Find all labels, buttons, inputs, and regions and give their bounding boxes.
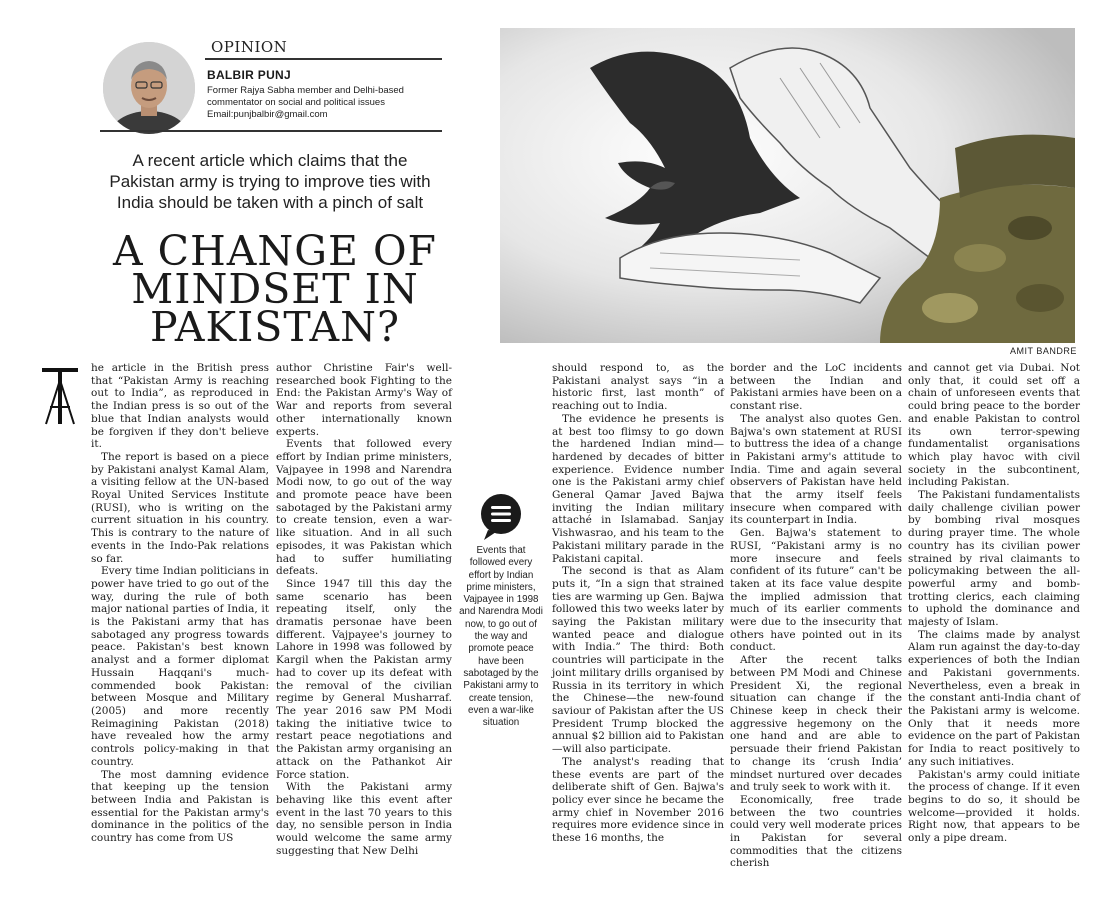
pull-quote: Events that followed every effort by Indian prime ministers, Vajpayee in 1998 and Narendra Modi now, to go out of the way and promote peace have been sabotaged by the Pakistani army to create tension, even a war-like situation (459, 545, 543, 729)
paragraph: After the recent talks between PM Modi and Chinese President Xi, the regional situation can change if the Chinese keep in check their aggressive hegemony on the one hand and are able to persuade their friend Pakistan to change its ‘crush India’ mindset nurtured over decades and truly seek to work with it. (730, 654, 902, 794)
paragraph: and cannot get via Dubai. Not only that, it could set off a chain of unforeseen events that could bring peace to the border and enable Pakistan to control its own terror-spewing fundamentalist organisations which play havoc with civil society in the subcontinent, including Pakistan. (908, 362, 1080, 489)
paragraph: Pakistan's army could initiate the process of change. If it even begins to do so, it should be welcome—provided it holds. Right now, that appears to be only a pipe dream. (908, 768, 1080, 845)
paragraph: The analyst also quotes Gen. Bajwa's own statement at RUSI to buttress the idea of a change in Pakistani army's attitude to India. Time and again several observers of Pakistan have held that the army itself feels insecure when compared with its counterpart in India. (730, 412, 902, 527)
author-name: BALBIR PUNJ (207, 68, 291, 82)
section-rule-top (205, 58, 442, 60)
pull-quote-icon (458, 492, 544, 544)
dropcap-t (40, 366, 80, 426)
paragraph: he article in the British press that “Pakistan Army is reaching out to India”, as reproduced in the Indian press is so out of the blue that Indian analysts would be forgiven if they don't believe it. (91, 362, 269, 451)
paragraph: The most damning evidence that keeping up the tension between India and Pakistan is essential for the Pakistan army's dominance in the politics of the country has come from US (91, 768, 269, 845)
paragraph: The second is that as Alam puts it, “In a sign that strained ties are warming up Gen. Bajwa followed this two weeks later by saying the Pakistan military wanted peace and dialogue with India.” The third: Both countries will participate in the joint military drills organised by Russia in its territory in which the Chinese—the new-found saviour of Pakistan after the US President Trump blocked the annual $2 billion aid to Pakistan—will also participate. (552, 565, 725, 756)
paragraph: The analyst's reading that these events are part of the deliberate shift of Gen. Bajwa's policy ever since he became the army chief in November 2016 requires more evidence since in these 16 months, the (552, 755, 724, 845)
illustration-credit: AMIT BANDRE (1010, 346, 1077, 356)
article-deck: A recent article which claims that the Pakistan army is trying to improve ties with India should be taken with a pinch of salt (109, 151, 431, 212)
article-headline: A CHANGE OF MINDSET IN PAKISTAN? (112, 227, 438, 351)
article-column-5 (908, 362, 1080, 845)
paragraph: Gen. Bajwa's statement to RUSI, “Pakistani army is no more insecure and feels confident of its future” can't be taken at its face value despite the implied admission that much of its earlier comments were due to the insecurity that others have pointed out in its conduct. (730, 527, 902, 654)
article-column-3 (552, 362, 724, 845)
author-bio-text: Former Rajya Sabha member and Delhi-based commentator on social and political issues (207, 85, 404, 108)
article-column-4 (730, 362, 902, 870)
section-label: OPINION (211, 38, 288, 56)
paragraph: should respond to, as the Pakistani analyst says “in a historic first, last month” of reaching out to India. (552, 362, 724, 413)
article-column-2 (276, 362, 452, 857)
author-bio (207, 85, 407, 121)
paragraph: The claims made by analyst Alam run against the day-to-day experiences of both the Indian and Pakistani governments. Nevertheless, even a break in the constant anti-India chant of the Pakistani army is welcome. Only that it needs more evidence on the part of Pakistan for India to react positively to any such initiatives. (908, 628, 1080, 768)
illustration-hands-shadow-dove (500, 28, 1075, 343)
paragraph: border and the LoC incidents between the Indian and Pakistani armies have been on a constant rise. (730, 362, 902, 413)
section-rule-bottom (100, 130, 442, 132)
paragraph: Since 1947 till this day the same scenario has been repeating itself, only the dramatis personae have been different. Vajpayee's journey to Lahore in 1998 was followed by Kargil when the Pakistan army had to cover up its defeat with the removal of the civilian regime by General Musharraf. The year 2016 saw PM Modi taking the initiative twice to restart peace negotiations and the Pakistan army organising an attack on the Pathankot Air Force station. (276, 577, 452, 781)
paragraph: Every time Indian politicians in power have tried to go out of the way, during the rule of both major national parties of India, it is the Pakistani army that has sabotaged any progress towards peace. Pakistan's best known analyst and a former diplomat Hussain Haqqani's much-commended book Pakistan: between Mosque and Military (2005) and more recently Reimagining Pakistan (2018) have revealed how the army controls policy-making in that country. (91, 565, 269, 768)
paragraph: The evidence he presents is at best too flimsy to go down the hardened Indian mind—hardened by decades of bitter experience. Evidence number one is the Pakistani army chief General Qamar Javed Bajwa inviting the Indian military attaché in Islamabad. Sanjay Vishwasrao, and his team to the Pakistani military parade in the Pakistani capital. (552, 412, 724, 565)
paragraph: Economically, free trade between the two countries could very well moderate prices in Pakistan for several commodities that the citizens cherish (730, 793, 902, 870)
paragraph: Events that followed every effort by Indian prime ministers, Vajpayee in 1998 and Narendra Modi now, to go out of the way and promote peace have been sabotaged by the Pakistani army to create tension, even a war-like situation. And in all such episodes, it was Pakistan which had to suffer humiliating defeats. (276, 438, 452, 578)
author-email[interactable]: Email:punjbalbir@gmail.com (207, 109, 328, 120)
author-avatar (103, 42, 195, 134)
paragraph: The report is based on a piece by Pakistani analyst Kamal Alam, a visiting fellow at the UN-based Royal United Services Institute (RUSI), who is writing on the current situation in his country. This is contrary to the nature of events in the Indo-Pak relations so far. (91, 450, 269, 565)
article-column-1 (91, 362, 269, 845)
paragraph: The Pakistani fundamentalists daily challenge civilian power by bombing rival mosques during prayer time. The whole country has its civilian power strained by rival claimants to policymaking between the all-powerful army and bomb-trotting clerics, each claiming to uphold the dominance and majesty of Islam. (908, 489, 1080, 629)
paragraph: With the Pakistani army behaving like this event after event in the last 70 years to this day, no sensible person in India would welcome the same army suggesting that New Delhi (276, 781, 452, 857)
paragraph: author Christine Fair's well-researched book Fighting to the End: the Pakistan Army's Way of War and reports from several other internationally known experts. (276, 362, 452, 438)
